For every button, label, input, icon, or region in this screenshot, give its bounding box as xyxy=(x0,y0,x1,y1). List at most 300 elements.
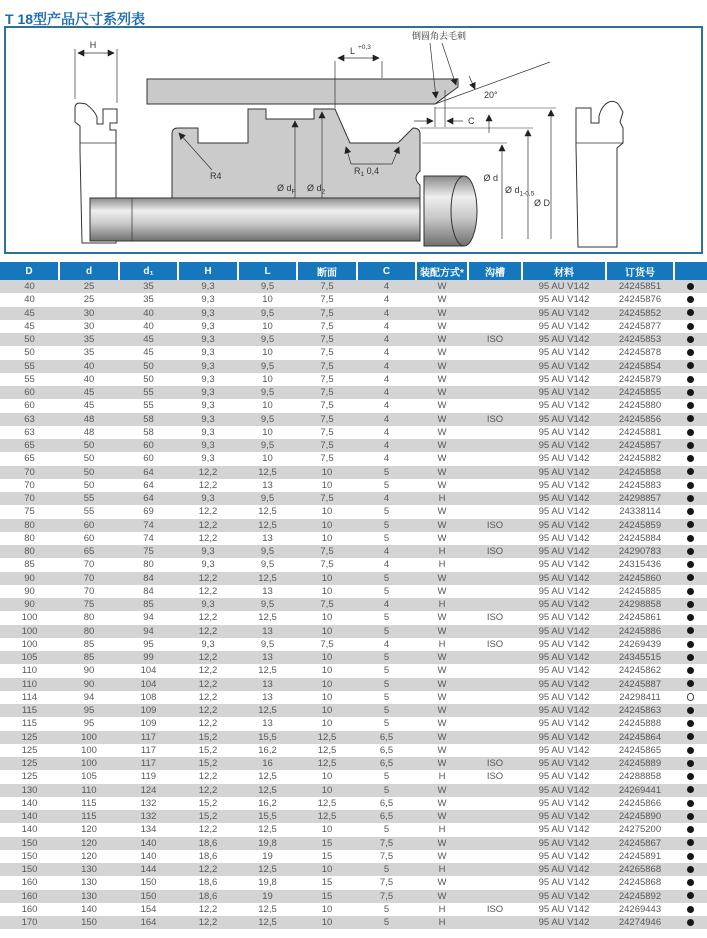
table-cell xyxy=(674,611,707,624)
table-cell: 24245876 xyxy=(618,294,662,306)
table-cell: 24245877 xyxy=(618,320,662,332)
table-cell: 24275200 xyxy=(618,824,662,836)
table-cell xyxy=(468,373,522,386)
table-cell xyxy=(468,320,522,333)
table-cell: 12,2 xyxy=(198,585,218,597)
table-cell: W xyxy=(437,506,447,518)
table-cell: 4 xyxy=(383,320,390,332)
table-cell: 19,8 xyxy=(258,837,277,849)
dimension-h xyxy=(75,40,117,103)
table-cell: 100 xyxy=(81,731,97,743)
table-cell xyxy=(468,810,522,823)
table-row xyxy=(0,333,707,346)
table-cell: 108 xyxy=(140,691,157,703)
table-cell: 24245865 xyxy=(618,744,662,756)
table-cell: ISO xyxy=(486,638,504,650)
table-cell: W xyxy=(437,811,447,822)
table-cell: 4 xyxy=(383,294,390,306)
table-cell: 4 xyxy=(383,546,390,557)
table-cell: 144 xyxy=(140,864,157,875)
table-cell: 12,5 xyxy=(258,665,277,677)
table-cell: ISO xyxy=(486,519,504,531)
table-cell: 10 xyxy=(321,864,333,875)
table-cell: W xyxy=(437,307,447,319)
column-header: d xyxy=(59,262,119,280)
table-cell: 90 xyxy=(83,665,95,677)
table-cell: 4 xyxy=(383,599,390,610)
table-cell: 12,5 xyxy=(317,811,337,822)
table-cell: 95 xyxy=(143,638,154,650)
table-cell: 10 xyxy=(321,903,333,915)
table-cell: 95 AU V142 xyxy=(538,744,590,756)
table-cell xyxy=(674,439,707,452)
availability-dot-filled xyxy=(687,720,694,727)
table-row xyxy=(0,611,707,624)
table-cell: 95 AU V142 xyxy=(538,585,590,597)
table-cell: 95 AU V142 xyxy=(538,705,590,716)
table-cell: 12,5 xyxy=(258,705,277,716)
table-row xyxy=(0,863,707,876)
table-cell: W xyxy=(437,625,447,637)
availability-dot-filled xyxy=(687,402,694,409)
table-row xyxy=(0,625,707,638)
table-cell: 24245859 xyxy=(618,519,662,531)
table-cell: 95 AU V142 xyxy=(538,903,590,915)
table-cell: 7,5 xyxy=(379,890,394,902)
table-cell xyxy=(468,572,522,585)
table-cell xyxy=(674,903,707,916)
table-cell: H xyxy=(438,771,446,783)
table-cell: 45 xyxy=(24,307,35,319)
table-cell: 7,5 xyxy=(320,599,334,610)
table-cell: 85 xyxy=(24,559,35,571)
table-cell: 95 AU V142 xyxy=(538,572,590,584)
availability-dot-filled xyxy=(687,760,694,767)
table-cell: 95 AU V142 xyxy=(538,307,590,319)
table-row xyxy=(0,850,707,863)
table-cell: 19 xyxy=(262,890,273,902)
table-cell: 7,5 xyxy=(379,837,394,849)
table-cell: 24245858 xyxy=(618,466,662,478)
table-cell: 9,3 xyxy=(201,400,215,412)
table-cell: W xyxy=(437,758,447,769)
table-cell: 132 xyxy=(140,797,157,809)
table-cell: 12,5 xyxy=(258,864,277,875)
table-cell xyxy=(674,558,707,571)
table-cell: 40 xyxy=(143,320,154,332)
table-cell: 104 xyxy=(140,678,157,690)
table-row xyxy=(0,373,707,386)
table-cell: 24298857 xyxy=(618,493,662,504)
table-cell: 12,2 xyxy=(198,771,218,783)
table-cell: 140 xyxy=(81,903,97,915)
table-cell: 150 xyxy=(81,917,97,928)
table-cell: 12,2 xyxy=(198,466,218,478)
table-cell: 80 xyxy=(24,532,35,544)
table-cell: 9,5 xyxy=(260,440,275,451)
table-cell xyxy=(468,492,522,505)
table-cell: 95 AU V142 xyxy=(538,373,590,385)
table-cell: W xyxy=(437,731,447,743)
table-cell: 10 xyxy=(321,585,333,597)
table-cell: 24269441 xyxy=(618,784,662,796)
table-cell: 125 xyxy=(21,731,38,743)
table-cell: 12,5 xyxy=(258,917,277,928)
availability-dot-filled xyxy=(687,826,694,833)
availability-dot-filled xyxy=(687,813,694,820)
table-cell: 5 xyxy=(383,532,390,544)
table-cell: 95 AU V142 xyxy=(538,493,590,504)
table-cell: 100 xyxy=(21,612,38,624)
table-cell: 24245860 xyxy=(618,572,662,584)
table-cell: H xyxy=(438,903,446,915)
table-cell xyxy=(468,426,522,439)
table-row xyxy=(0,651,707,664)
table-cell: 50 xyxy=(83,466,95,478)
table-cell: 24315436 xyxy=(618,559,662,571)
table-cell: W xyxy=(437,585,447,597)
table-cell: W xyxy=(437,519,447,531)
table-cell: 154 xyxy=(140,903,157,915)
table-cell xyxy=(674,704,707,717)
table-cell: 12,2 xyxy=(198,532,218,544)
table-cell: W xyxy=(437,466,447,478)
table-cell: 12,2 xyxy=(198,506,218,518)
table-cell: 12,5 xyxy=(258,612,277,624)
table-cell: 9,3 xyxy=(201,426,215,438)
table-cell: 13 xyxy=(262,691,273,703)
table-cell: 13 xyxy=(262,585,273,597)
table-row xyxy=(0,479,707,492)
table-row xyxy=(0,797,707,810)
table-cell: 9,5 xyxy=(260,413,275,425)
table-row xyxy=(0,452,707,465)
table-row xyxy=(0,876,707,889)
table-cell: 94 xyxy=(143,625,154,637)
table-cell: 4 xyxy=(383,334,390,345)
table-cell xyxy=(674,293,707,306)
table-cell xyxy=(468,452,522,465)
table-cell: 24245887 xyxy=(618,678,662,690)
table-cell: 10 xyxy=(321,784,333,796)
table-cell: 24265868 xyxy=(618,864,662,875)
table-cell: 10 xyxy=(321,678,333,690)
table-cell: ISO xyxy=(486,334,504,345)
table-cell: 24245884 xyxy=(618,532,662,544)
table-row xyxy=(0,439,707,452)
table-row xyxy=(0,505,707,518)
availability-dot-filled xyxy=(687,349,694,356)
table-cell: 95 AU V142 xyxy=(538,334,590,345)
table-cell: 13 xyxy=(262,678,273,690)
availability-dot-filled xyxy=(687,800,694,807)
table-cell: 12,5 xyxy=(258,506,277,518)
column-header: H xyxy=(178,262,238,280)
table-cell: 95 AU V142 xyxy=(538,479,590,491)
table-cell: 50 xyxy=(143,373,154,385)
table-cell: 4 xyxy=(383,387,390,398)
table-cell: 10 xyxy=(262,426,273,438)
table-cell: 10 xyxy=(321,917,333,928)
table-cell: W xyxy=(437,890,447,902)
table-cell: 9,5 xyxy=(260,638,275,650)
table-cell: 12,5 xyxy=(258,519,277,531)
table-cell: W xyxy=(437,705,447,716)
table-cell: 4 xyxy=(383,281,390,292)
table-cell: 140 xyxy=(21,811,38,822)
table-cell: 9,3 xyxy=(201,599,215,610)
table-cell: 18,6 xyxy=(198,877,218,889)
table-cell: 80 xyxy=(83,612,95,624)
table-cell: 6,5 xyxy=(379,731,394,743)
table-cell: 10 xyxy=(262,347,273,359)
table-cell: 90 xyxy=(83,678,95,690)
table-cell: 7,5 xyxy=(320,360,334,372)
table-cell: 10 xyxy=(321,691,333,703)
table-cell xyxy=(468,307,522,320)
table-cell: 120 xyxy=(81,850,97,862)
table-cell: 7,5 xyxy=(320,493,334,504)
table-cell: 15,2 xyxy=(198,744,218,756)
availability-dot-filled xyxy=(687,892,694,899)
table-cell: 115 xyxy=(21,705,38,716)
table-cell: 95 AU V142 xyxy=(538,797,590,809)
table-cell: 99 xyxy=(143,652,154,663)
table-cell: 40 xyxy=(24,294,35,306)
table-cell: 94 xyxy=(83,691,95,703)
table-cell: 4 xyxy=(383,360,390,372)
table-cell xyxy=(674,333,707,346)
table-cell: 95 AU V142 xyxy=(538,638,590,650)
table-cell: 18,6 xyxy=(198,890,218,902)
table-cell: 13 xyxy=(262,625,273,637)
table-cell: 24245866 xyxy=(618,797,662,809)
table-cell: 4 xyxy=(383,559,390,571)
table-row xyxy=(0,293,707,306)
table-row xyxy=(0,492,707,505)
table-cell xyxy=(674,757,707,770)
table-cell xyxy=(468,598,522,611)
table-cell: W xyxy=(437,320,447,332)
table-cell: 13 xyxy=(262,718,273,730)
table-cell: 13 xyxy=(262,532,273,544)
table-cell xyxy=(674,797,707,810)
table-cell: 35 xyxy=(143,294,154,306)
table-cell xyxy=(468,691,522,704)
table-row xyxy=(0,598,707,611)
table-cell xyxy=(468,837,522,850)
column-header: d₁ xyxy=(119,262,178,280)
table-row xyxy=(0,360,707,373)
table-cell: 75 xyxy=(143,546,154,557)
table-cell: 9,5 xyxy=(260,281,275,292)
table-cell: W xyxy=(437,347,447,359)
table-cell: 12,2 xyxy=(198,678,218,690)
table-cell: 12,5 xyxy=(258,466,277,478)
availability-dot-filled xyxy=(687,919,694,926)
dimension-label-dd: Ø D xyxy=(534,198,551,208)
table-cell: H xyxy=(438,864,446,875)
table-cell: 10 xyxy=(321,705,333,716)
table-cell: 30 xyxy=(83,307,95,319)
table-cell: 24245852 xyxy=(618,307,662,319)
availability-dot-filled xyxy=(687,508,694,515)
table-row xyxy=(0,903,707,916)
column-header: L xyxy=(238,262,297,280)
dimension-label-d1: Ø $d_{1-0,5}$ xyxy=(505,185,535,198)
table-cell: 150 xyxy=(21,850,38,862)
table-cell: 5 xyxy=(383,585,390,597)
table-cell xyxy=(674,346,707,359)
availability-dot-filled xyxy=(687,336,694,343)
table-cell: 9,5 xyxy=(260,546,275,557)
table-row xyxy=(0,532,707,545)
table-cell: 9,3 xyxy=(201,546,215,557)
table-cell xyxy=(674,717,707,730)
table-row xyxy=(0,691,707,704)
table-cell: 7,5 xyxy=(379,877,394,889)
table-cell xyxy=(674,466,707,479)
table-cell: 12,2 xyxy=(198,903,218,915)
table-cell: 95 AU V142 xyxy=(538,731,590,743)
table-cell: 95 AU V142 xyxy=(538,665,590,677)
table-cell xyxy=(674,426,707,439)
table-cell: 16,2 xyxy=(258,797,277,809)
table-cell: 24245881 xyxy=(618,426,662,438)
table-cell: 9,3 xyxy=(201,294,215,306)
table-cell xyxy=(674,585,707,598)
table-cell: 95 AU V142 xyxy=(538,532,590,544)
table-cell: 65 xyxy=(24,440,35,451)
table-cell: 9,3 xyxy=(201,453,215,465)
table-cell: 5 xyxy=(383,864,390,875)
table-cell xyxy=(468,850,522,863)
table-cell: 40 xyxy=(143,307,154,319)
table-cell xyxy=(674,770,707,783)
table-cell: 140 xyxy=(140,850,157,862)
table-cell: 110 xyxy=(21,665,38,677)
table-cell: 5 xyxy=(383,784,390,796)
table-cell: 95 AU V142 xyxy=(538,400,590,412)
table-cell xyxy=(674,691,707,704)
deburr-note-label: 倒圆角去毛刺 xyxy=(411,31,467,41)
table-cell xyxy=(468,386,522,399)
table-cell: 24245862 xyxy=(618,665,662,677)
technical-drawing xyxy=(4,26,703,254)
table-cell: W xyxy=(437,652,447,663)
table-cell: 84 xyxy=(143,585,154,597)
table-cell xyxy=(674,916,707,929)
availability-dot-filled xyxy=(687,389,694,396)
table-cell: 9,3 xyxy=(201,493,215,504)
table-cell: 55 xyxy=(24,360,35,372)
table-cell: 4 xyxy=(383,413,390,425)
table-cell: 134 xyxy=(140,824,157,836)
availability-dot-filled xyxy=(687,667,694,674)
table-cell: 9,3 xyxy=(201,440,215,451)
table-cell: W xyxy=(437,294,447,306)
table-cell: 95 AU V142 xyxy=(538,440,590,451)
table-row xyxy=(0,810,707,823)
table-cell xyxy=(674,890,707,903)
table-cell xyxy=(468,717,522,730)
table-cell xyxy=(468,651,522,664)
availability-dot-filled xyxy=(687,442,694,449)
table-cell: 4 xyxy=(383,440,390,451)
table-cell: 5 xyxy=(383,903,390,915)
table-cell: 5 xyxy=(383,612,390,624)
table-cell: 7,5 xyxy=(320,400,334,412)
table-cell: 95 AU V142 xyxy=(538,506,590,518)
table-cell: 90 xyxy=(24,599,35,610)
table-cell: 95 AU V142 xyxy=(538,426,590,438)
table-cell: 10 xyxy=(321,771,333,783)
table-cell xyxy=(674,572,707,585)
header-row xyxy=(0,262,707,280)
table-cell: ISO xyxy=(486,758,504,769)
table-cell: 7,5 xyxy=(320,638,334,650)
table-cell: 12,5 xyxy=(258,771,277,783)
table-cell: 90 xyxy=(24,572,35,584)
table-cell: 5 xyxy=(383,691,390,703)
table-cell xyxy=(674,452,707,465)
table-cell: 58 xyxy=(143,413,154,425)
table-cell: 12,2 xyxy=(198,572,218,584)
table-cell xyxy=(468,890,522,903)
availability-dot-filled xyxy=(687,535,694,542)
table-cell: 55 xyxy=(83,493,95,504)
table-row xyxy=(0,770,707,783)
table-cell: 4 xyxy=(383,307,390,319)
table-cell: 63 xyxy=(24,413,35,425)
availability-dot-filled xyxy=(687,309,694,316)
table-cell xyxy=(468,916,522,929)
size-table xyxy=(0,262,707,929)
availability-dot-filled xyxy=(687,561,694,568)
availability-dot-filled xyxy=(687,786,694,793)
table-cell: 15,2 xyxy=(198,811,218,822)
table-cell: 125 xyxy=(21,771,38,783)
dimension-label-angle: 20° xyxy=(484,90,498,100)
table-cell: 70 xyxy=(83,585,95,597)
dimension-label-d: Ø d xyxy=(483,173,498,183)
table-cell: 24245888 xyxy=(618,718,662,730)
table-cell: 15 xyxy=(321,877,333,889)
table-cell: 9,3 xyxy=(201,360,215,372)
table-cell: W xyxy=(437,400,447,412)
table-cell: 25 xyxy=(83,294,95,306)
table-cell: 65 xyxy=(83,546,95,557)
table-cell: 5 xyxy=(383,718,390,730)
table-cell: 5 xyxy=(383,771,390,783)
table-cell: 70 xyxy=(83,572,95,584)
table-cell: 60 xyxy=(24,400,35,412)
table-cell: W xyxy=(437,837,447,849)
table-cell: 85 xyxy=(83,652,95,663)
table-cell: 6,5 xyxy=(379,758,394,769)
availability-dot-filled xyxy=(687,733,694,740)
table-cell: 100 xyxy=(21,625,38,637)
table-cell: W xyxy=(437,877,447,889)
table-cell: 10 xyxy=(321,519,333,531)
table-cell: 7,5 xyxy=(320,546,334,557)
table-cell: 105 xyxy=(21,652,38,663)
table-cell: 13 xyxy=(262,652,273,663)
table-cell: 9,3 xyxy=(201,373,215,385)
table-cell xyxy=(674,638,707,651)
table-cell: 95 AU V142 xyxy=(538,453,590,465)
table-cell: 95 AU V142 xyxy=(538,625,590,637)
